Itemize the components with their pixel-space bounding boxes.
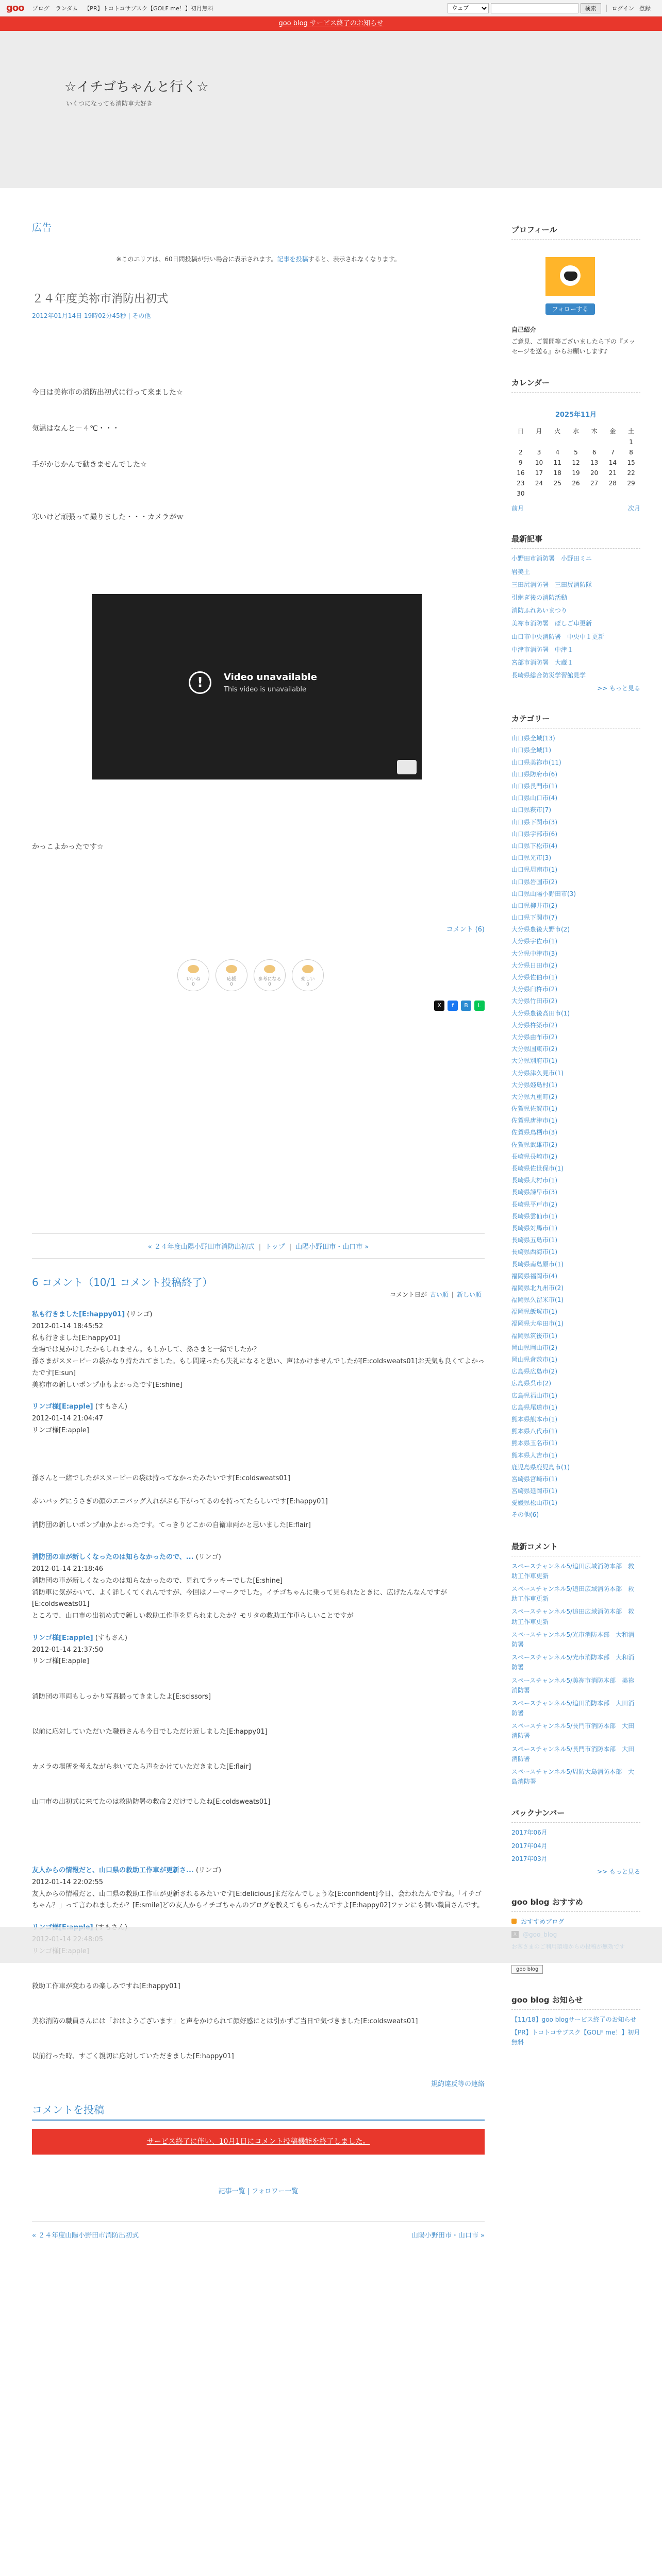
calendar-day: 12 xyxy=(572,459,580,467)
ad-note-suffix: すると、表示されなくなります。 xyxy=(308,256,401,263)
comment-line: 以前行った時、すごく親切に応対していただきました[E:happy01] xyxy=(32,2053,234,2061)
recent-heading: 最新記事 xyxy=(511,533,640,549)
comment-spacer xyxy=(32,1437,485,1473)
category-heading: カテゴリー xyxy=(511,713,640,728)
comment-date: 2012-01-14 21:18:46 xyxy=(32,1565,104,1573)
backnumber-list xyxy=(511,1828,640,1864)
category-link[interactable]: 大分県竹田市(2) xyxy=(511,997,557,1005)
recent-comment-link[interactable]: スペースチャンネル5/光市消防本部 大和消防署 xyxy=(511,1654,635,1671)
category-link[interactable]: 佐賀県鳥栖市(3) xyxy=(511,1129,557,1137)
comment-date: 2012-01-14 21:37:50 xyxy=(32,1646,104,1654)
reaction-cheer-button[interactable] xyxy=(216,959,247,991)
reaction-count: 0 xyxy=(268,982,271,987)
reaction-fun-button[interactable] xyxy=(292,959,324,991)
calendar-dow: 木 xyxy=(591,428,598,435)
comment-item xyxy=(32,1401,485,1531)
category-link[interactable]: 熊本県熊本市(1) xyxy=(511,1415,557,1423)
calendar-day xyxy=(530,437,549,447)
warning-icon: ! xyxy=(189,671,211,694)
category-link[interactable]: 大分県日田市(2) xyxy=(511,961,557,969)
goo-news-heading: goo blog お知らせ xyxy=(511,1994,640,2010)
category-link[interactable]: 福岡県久留米市(1) xyxy=(511,1296,564,1304)
calendar-week xyxy=(511,457,640,468)
calendar-heading: カレンダー xyxy=(511,377,640,393)
nav-divider: | xyxy=(258,1243,261,1251)
youtube-icon[interactable] xyxy=(397,760,417,774)
calendar-day: 4 xyxy=(555,449,560,456)
calendar-day: 28 xyxy=(608,480,617,487)
recent-comment-link[interactable]: スペースチャンネル5/追田広域消防本部 救助工作車更新 xyxy=(511,1585,635,1603)
facebook-share-icon[interactable]: f xyxy=(448,1001,458,1011)
category-link[interactable]: 佐賀県佐賀市(1) xyxy=(511,1105,557,1113)
calendar-day xyxy=(548,488,567,499)
calendar-day: 29 xyxy=(627,480,635,487)
category-link[interactable]: 鹿児島県鹿児島市(1) xyxy=(511,1463,570,1471)
main-bottom-spacer xyxy=(32,2240,485,2270)
calendar-day xyxy=(567,488,585,499)
bottom-next-link[interactable]: 山陽小野田市・山口市 » xyxy=(411,2232,485,2240)
category-link[interactable]: 熊本県玉名市(1) xyxy=(511,1439,557,1447)
comment-title[interactable]: リンゴ様[E:apple] xyxy=(32,1634,93,1642)
category-link[interactable]: 山口県周南市(1) xyxy=(511,866,557,874)
comment-author: (リンゴ) xyxy=(125,1311,153,1318)
calendar-dow: 土 xyxy=(628,428,635,435)
recent-entry-link[interactable]: 中津市消防署 中津１ xyxy=(511,646,574,653)
comment-item xyxy=(32,1552,485,1622)
blog-description: いくつになっても消防車大好き xyxy=(66,100,153,107)
service-end-notice xyxy=(0,16,662,31)
entry-category-link[interactable]: その他 xyxy=(132,312,151,319)
comment-title[interactable]: 消防団の車が新しくなったのは知らなかったので、... xyxy=(32,1553,194,1562)
video-unavailable-title: Video unavailable xyxy=(224,672,317,683)
calendar-day xyxy=(622,488,640,499)
category-link[interactable]: 大分県中津市(3) xyxy=(511,950,557,957)
recommend-blog-link[interactable]: おすすめブログ xyxy=(521,1918,565,1925)
category-link[interactable]: 長崎県西海市(1) xyxy=(511,1248,557,1256)
toolbar-divider xyxy=(606,5,607,12)
register-link[interactable]: 登録 xyxy=(639,5,651,12)
prev-entry-link[interactable]: « ２４年度山陽小野田市消防出初式 xyxy=(147,1243,255,1251)
search-scope-select[interactable] xyxy=(448,3,489,13)
backnumber-link[interactable]: 2017年03月 xyxy=(511,1855,548,1862)
comment-line: 救助工作車が変わるの楽しみですね[E:happy01] xyxy=(32,1982,180,1990)
comments-order: コメント日が 古い順 | 新しい順 xyxy=(389,1291,482,1298)
calendar-dow: 月 xyxy=(536,428,542,435)
calendar-day: 30 xyxy=(517,490,525,498)
hatena-share-icon[interactable]: B xyxy=(461,1001,471,1011)
comment-line: 美祢市の新しいポンプ車もよかったです[E:shine] xyxy=(32,1381,183,1389)
category-link[interactable]: 長崎県長崎市(2) xyxy=(511,1153,557,1160)
calendar-day: 7 xyxy=(610,449,615,456)
entry-paragraph: 今日は美祢市の消防出初式に行って来ました☆ xyxy=(32,388,183,397)
calendar-week xyxy=(511,468,640,478)
goo-logo[interactable]: goo xyxy=(6,3,24,13)
calendar-table xyxy=(511,425,640,499)
category-link[interactable]: 広島県尾道市(1) xyxy=(511,1403,557,1411)
comment-line: 私も行きました[E:happy01] xyxy=(32,1334,120,1342)
category-link[interactable]: 長崎県対馬市(1) xyxy=(511,1224,557,1232)
recent-entry-link[interactable]: 三田尻消防署 三田尻消防隊 xyxy=(511,581,592,588)
calendar-dow: 金 xyxy=(609,428,616,435)
sort-old-link[interactable]: 古い順 xyxy=(429,1291,449,1298)
calendar-day: 5 xyxy=(574,449,578,456)
recent-list xyxy=(511,554,640,681)
recommend-icon xyxy=(511,1919,517,1924)
comment-line: リンゴ様[E:apple] xyxy=(32,1657,89,1666)
nav-link-random[interactable]: ランダム xyxy=(55,5,78,12)
entry-paragraph: 寒いけど頑張って撮りました・・・カメラがｗ xyxy=(32,513,184,521)
sort-new-link[interactable]: 新しい順 xyxy=(456,1291,482,1298)
nav-divider: | xyxy=(289,1243,292,1251)
category-link[interactable]: 熊本県八代市(1) xyxy=(511,1428,557,1435)
recent-entry-link[interactable]: 引継ぎ後の消防活動 xyxy=(511,594,568,601)
calendar-day: 26 xyxy=(572,480,580,487)
category-link[interactable]: 宮崎県延岡市(1) xyxy=(511,1487,557,1495)
entry-paragraph: かっこよかったです☆ xyxy=(32,843,104,851)
comments-order-label: コメント日が xyxy=(389,1291,427,1298)
login-link[interactable]: ログイン xyxy=(611,5,634,12)
category-link[interactable]: 長崎県大村市(1) xyxy=(511,1177,557,1184)
entry-meta: 2012年01月14日 19時02分45秒 | その他 xyxy=(32,312,151,319)
calendar-dow-row xyxy=(511,425,640,437)
reaction-helpful-button[interactable] xyxy=(254,959,286,991)
category-link[interactable]: 山口県防府市(6) xyxy=(511,770,557,778)
entry-body xyxy=(32,387,485,852)
category-link[interactable]: 山口県長門市(1) xyxy=(511,783,557,790)
comment-line: リンゴ様[E:apple] xyxy=(32,1426,89,1434)
category-link[interactable]: 長崎県五島市(1) xyxy=(511,1236,557,1244)
comment-line: 以前に応対していただいた職員さんも今日でしただけ近しました[E:happy01] xyxy=(32,1727,268,1736)
comment-item xyxy=(32,1865,485,1912)
video-unavailable-subtitle: This video is unavailable xyxy=(224,686,307,693)
calendar-day: 10 xyxy=(535,459,543,467)
calendar-day: 1 xyxy=(629,438,633,446)
calendar-day: 13 xyxy=(590,459,599,467)
calendar-nav xyxy=(511,504,640,513)
recent-comment-link[interactable]: スペースチャンネル5/長門市消防本部 大田消防署 xyxy=(511,1722,635,1740)
service-end-link[interactable]: goo blog サービス終了のお知らせ xyxy=(278,20,384,27)
calendar-day: 20 xyxy=(590,469,599,477)
video-unavailable-message xyxy=(189,671,317,694)
category-link[interactable]: 山口県光市(3) xyxy=(511,854,551,862)
calendar-prev-link[interactable]: 前月 xyxy=(511,505,524,513)
comment-line: 消防団の車が新しくなったのは知らなかったので、見れてラッキーでした[E:shine] xyxy=(32,1577,283,1585)
ad-note xyxy=(32,255,485,263)
recent-comment-link[interactable]: スペースチャンネル5/光市消防本部 大和消防署 xyxy=(511,1631,635,1648)
recent-entry-link[interactable]: 消防ふれあいまつり xyxy=(511,607,568,615)
recent-entry-link[interactable]: 岩美土 xyxy=(511,568,531,575)
entry-date: 2012年01月14日 19時02分45秒 xyxy=(32,312,126,319)
backnumber-link[interactable]: 2017年06月 xyxy=(511,1829,548,1837)
top-toolbar xyxy=(0,0,662,16)
blog-header xyxy=(0,31,662,188)
calendar-day xyxy=(530,488,549,499)
line-share-icon[interactable]: L xyxy=(474,1001,485,1011)
entry-paragraph: 気温はなんと－４℃・・・ xyxy=(32,425,120,433)
post-entry-link[interactable]: 記事を投稿 xyxy=(277,256,308,263)
calendar-dow: 水 xyxy=(572,428,579,435)
category-link[interactable]: 熊本県人吉市(1) xyxy=(511,1451,557,1459)
category-link[interactable]: 長崎県平戸市(2) xyxy=(511,1200,557,1208)
recent-entry-link[interactable]: 小野田市消防署 小野田ミニ xyxy=(511,555,592,563)
category-link[interactable]: 福岡県筑後市(1) xyxy=(511,1332,557,1340)
category-link[interactable]: 佐賀県唐津市(1) xyxy=(511,1117,557,1125)
profile-intro-label: 自己紹介 xyxy=(511,326,537,333)
category-link[interactable]: 岡山県倉敷市(1) xyxy=(511,1356,557,1363)
comment-line: 山口市の出初式に来てたのは救助防署の救命２だけでしたね[E:coldsweats01] xyxy=(32,1798,271,1806)
x-share-icon[interactable]: X xyxy=(434,1001,444,1011)
category-link[interactable]: 大分県豊後高田市(1) xyxy=(511,1009,570,1017)
category-link[interactable]: 山口県山陽小野田市(3) xyxy=(511,890,576,897)
calendar-day xyxy=(604,488,622,499)
category-link[interactable]: 大分県臼杵市(2) xyxy=(511,986,557,993)
recent-more-link[interactable]: >> もっと見る xyxy=(597,685,640,692)
comment-line: ところで、山口市の出初め式で新しい救助工作車を見られましたか？モリタの救助工作車らしいことですが xyxy=(32,1612,354,1620)
comment-author: (すもさん) xyxy=(93,1403,127,1411)
category-link[interactable]: 福岡県大牟田市(1) xyxy=(511,1320,564,1328)
comment-author: (すもさん) xyxy=(93,1634,127,1642)
news-link[interactable]: 【PR】トコトコサブスク【GOLF me！】初月無料 xyxy=(511,2029,640,2046)
entry-navigation xyxy=(32,1233,485,1259)
entry-title[interactable]: ２４年度美祢市消防出初式 xyxy=(32,293,169,306)
comment-line: 孫さんと一緒でしたがスヌーピーの袋は持ってなかったみたいです[E:coldsweats01] xyxy=(32,1474,290,1482)
goo-blog-badge[interactable]: goo blog xyxy=(511,1965,543,1974)
calendar-week xyxy=(511,447,640,457)
category-link[interactable]: 大分県由布市(2) xyxy=(511,1033,557,1041)
news-link[interactable]: 【11/18】goo blogサービス終了のお知らせ xyxy=(511,2015,637,2023)
category-link[interactable]: 広島県福山市(1) xyxy=(511,1392,557,1399)
recent-comment-link[interactable]: スペースチャンネル5/長門市消防本部 大田消防署 xyxy=(511,1745,635,1762)
search-input[interactable] xyxy=(491,3,578,13)
comment-author: (リンゴ) xyxy=(193,1553,221,1562)
overlay-band xyxy=(0,1927,662,1963)
comment-line: 消防団の新しいポンプ車かよかったです。てっきりどこかの自衛車両かと思いました[E:flair] xyxy=(32,1521,311,1529)
calendar-day: 15 xyxy=(627,459,635,467)
calendar-day: 14 xyxy=(608,459,617,467)
comment-line: 美祢消防の職員さんには「おはようございます」と声をかけられて顔好感にとは引かずご当日で気づきました[E:coldsweats01] xyxy=(32,2018,418,2025)
calendar-day: 23 xyxy=(517,480,525,487)
recommend-blog-row[interactable] xyxy=(511,1917,640,1926)
comment-count-link[interactable]: コメント (6) xyxy=(446,926,485,934)
category-link[interactable]: 山口県全域(13) xyxy=(511,735,555,742)
calendar-day: 27 xyxy=(590,480,599,487)
category-link[interactable]: 山口県下松市(4) xyxy=(511,842,557,850)
calendar-title: 2025年11月 xyxy=(555,411,597,419)
calendar-day: 17 xyxy=(535,469,543,477)
recent-comments-heading: 最新コメント xyxy=(511,1541,640,1556)
calendar-week xyxy=(511,437,640,447)
recent-entry-link[interactable]: 長崎県総合防災学習館見学 xyxy=(511,672,586,680)
calendar-week xyxy=(511,488,640,499)
category-link[interactable]: 長崎県南島原市(1) xyxy=(511,1260,564,1268)
reaction-label: 参考になる xyxy=(258,977,282,982)
backnumber-more-link[interactable]: >> もっと見る xyxy=(597,1868,640,1875)
calendar-day xyxy=(585,488,604,499)
calendar-day: 8 xyxy=(629,449,633,456)
comment-date: 2012-01-14 21:04:47 xyxy=(32,1415,104,1422)
bottom-navigation xyxy=(32,2221,485,2240)
comment-closed-notice xyxy=(32,2129,485,2155)
next-entry-link[interactable]: 山陽小野田市・山口市 » xyxy=(295,1243,369,1251)
category-link[interactable]: 大分県津久見市(1) xyxy=(511,1069,564,1077)
category-link[interactable]: 山口県下関市(7) xyxy=(511,914,557,922)
calendar-day: 24 xyxy=(535,480,543,487)
reaction-like-button[interactable] xyxy=(177,959,209,991)
category-link[interactable]: 大分県宇佐市(1) xyxy=(511,938,557,945)
comment-line: 赤いバッグにうさぎの顔のエコバッグ入れがぶら下がってるのを持ってたらしいです[E:happy01] xyxy=(32,1498,328,1505)
calendar-day: 11 xyxy=(553,459,561,467)
reaction-label: 応援 xyxy=(226,977,236,982)
category-link[interactable]: 長崎県諫早市(3) xyxy=(511,1189,557,1196)
profile-avatar[interactable] xyxy=(545,257,595,296)
bottom-prev-link[interactable]: « ２４年度山陽小野田市消防出初式 xyxy=(32,2232,139,2240)
recent-entry-link[interactable]: 山口市中央消防署 中央中１更新 xyxy=(511,633,605,640)
follow-button[interactable]: フォローする xyxy=(545,303,595,315)
recent-comment-link[interactable]: スペースチャンネル5/追田広域消防本部 救助工作車更新 xyxy=(511,1562,635,1580)
reaction-count: 0 xyxy=(192,982,195,987)
category-list xyxy=(511,734,640,1520)
category-link[interactable]: その他(6) xyxy=(511,1511,539,1519)
category-link[interactable]: 大分県国東市(2) xyxy=(511,1045,557,1053)
search-button[interactable]: 検索 xyxy=(581,3,601,13)
calendar-next-link[interactable]: 次月 xyxy=(627,505,640,513)
ad-label: 広告 xyxy=(32,222,52,233)
comment-line: 友人からの情報だと、山口県の救助工作車が更新されるみたいです[E:delicious]まだなんでしょうな[E:confident]今日、会われたんですね。「イチゴちゃん？」って言われましたか？[E:smile]どの友人からイチゴちゃんのブログを教えてもらったんですよ[E:happy02]ファンにも個い職員さんです。 xyxy=(32,1890,484,1910)
comment-line: 孫さまがスヌーピーの袋かなり持たれてました。もし間違ったら失礼になると思い、声はかけませんでしたが[E:coldsweats01]お天気も良くてよかったです[E:sun] xyxy=(32,1358,485,1377)
category-link[interactable]: 愛媛県松山市(1) xyxy=(511,1499,557,1507)
comment-line: カメラの場所を考えながら歩いてたら声をかけていただきました[E:flair] xyxy=(32,1763,251,1771)
like-icon xyxy=(188,965,199,973)
reaction-label: 楽しい xyxy=(301,977,315,982)
entry-paragraph: 手がかじかんで動きませんでした☆ xyxy=(32,461,147,469)
comment-item xyxy=(32,1309,485,1391)
calendar-day: 9 xyxy=(519,459,523,467)
nav-link-blog[interactable]: ブログ xyxy=(32,5,49,12)
comment-line: 消防車に気がかいて、よく詳しくてくれんですが、今回はノーマークでした。イチゴちゃんに乗って見られたときに、広げたんなんですが[E:coldsweats01] xyxy=(32,1588,447,1608)
category-link[interactable]: 大分県別府市(1) xyxy=(511,1057,557,1065)
fire-truck-icon xyxy=(560,265,581,286)
comment-line: 消防団の車両もしっかり写真撮ってきましたよ[E:scissors] xyxy=(32,1692,211,1701)
category-link[interactable]: 大分県九重町(2) xyxy=(511,1093,557,1100)
category-link[interactable]: 山口県岩国市(2) xyxy=(511,878,557,886)
category-link[interactable]: 広島県呉市(2) xyxy=(511,1380,551,1387)
calendar-day: 3 xyxy=(537,449,541,456)
category-link[interactable]: 福岡県飯塚市(1) xyxy=(511,1308,557,1316)
share-buttons xyxy=(32,1001,485,1011)
comment-title[interactable]: 友人からの情報だと、山口県の救助工作車が更新さ... xyxy=(32,1867,194,1874)
category-link[interactable]: 長崎県雲仙市(1) xyxy=(511,1212,557,1220)
goo-recommend-heading: goo blog おすすめ xyxy=(511,1896,640,1912)
calendar-day: 2 xyxy=(519,449,523,456)
category-link[interactable]: 福岡県北九州市(2) xyxy=(511,1284,564,1292)
post-comment-heading: コメントを投稿 xyxy=(32,2102,485,2121)
calendar-day: 16 xyxy=(517,469,525,477)
profile-text: ご意見、ご質問等ございましたら下の『メッセージを送る』からお願いします♪ xyxy=(511,338,636,355)
comment-title[interactable]: 私も行きました[E:happy01] xyxy=(32,1311,125,1318)
reaction-label: いいね xyxy=(186,977,201,982)
category-link[interactable]: 宮崎県宮崎市(1) xyxy=(511,1475,557,1483)
calendar-dow: 火 xyxy=(554,428,561,435)
reaction-count: 0 xyxy=(306,982,309,987)
backnumber-heading: バックナンバー xyxy=(511,1807,640,1823)
recent-comment-link[interactable]: スペースチャンネル5/美祢市消防本部 美祢消防署 xyxy=(511,1676,635,1694)
profile-heading: プロフィール xyxy=(511,224,640,240)
calendar-day: 19 xyxy=(572,469,580,477)
comment-author: (リンゴ) xyxy=(193,1867,222,1874)
cheer-icon xyxy=(226,965,237,973)
calendar-day: 22 xyxy=(627,469,635,477)
category-link[interactable]: 大分県姫島村(1) xyxy=(511,1081,557,1089)
nav-link-pr[interactable]: 【PR】トコトコサブスク【GOLF me！】初月無料 xyxy=(84,5,213,12)
calendar-day xyxy=(548,437,567,447)
calendar-dow: 日 xyxy=(517,428,524,435)
entry-list-links[interactable]: 記事一覧 | フォロワー一覧 xyxy=(218,2188,299,2195)
recent-entry-link[interactable]: 美祢市消防署 ぼしご車更新 xyxy=(511,620,592,628)
comment-date: 2012-01-14 18:45:52 xyxy=(32,1322,104,1330)
calendar-day: 21 xyxy=(608,469,617,477)
recent-comments-list xyxy=(511,1562,640,1787)
category-link[interactable]: 山口県下関市(3) xyxy=(511,818,557,826)
category-link[interactable]: 山口県美祢市(11) xyxy=(511,758,561,766)
category-link[interactable]: 山口県柳井市(2) xyxy=(511,902,557,909)
comment-closed-link[interactable]: サービス終了に伴い、10月1日にコメント投稿機能を終了しました。 xyxy=(146,2138,370,2146)
comment-line: 全場では見かけしたかもしれません。もしかして、孫さまと一緒でしたか？ xyxy=(32,1346,260,1354)
comment-date: 2012-01-14 22:02:55 xyxy=(32,1878,104,1886)
calendar-day: 18 xyxy=(553,469,561,477)
calendar-day: 25 xyxy=(553,480,561,487)
calendar-day xyxy=(567,437,585,447)
fun-icon xyxy=(302,965,313,973)
comment-item xyxy=(32,1633,485,1808)
category-link[interactable]: 大分県豊後大野市(2) xyxy=(511,926,570,934)
category-link[interactable]: 岡山県岡山市(2) xyxy=(511,1344,557,1351)
reaction-count: 0 xyxy=(230,982,233,987)
reaction-buttons xyxy=(177,959,485,991)
category-link[interactable]: 大分県杵築市(2) xyxy=(511,1021,557,1029)
report-link[interactable]: 規約違反等の連絡 xyxy=(431,2080,485,2088)
category-link[interactable]: 佐賀県武雄市(2) xyxy=(511,1141,557,1148)
category-link[interactable]: 山口県全域(1) xyxy=(511,747,551,754)
recent-comment-link[interactable]: スペースチャンネル5/周防大島消防本部 大島消防署 xyxy=(511,1768,635,1786)
recent-comment-link[interactable]: スペースチャンネル5/追田広域消防本部 救助工作車更新 xyxy=(511,1608,635,1625)
helpful-icon xyxy=(264,965,275,973)
category-link[interactable]: 福岡県福岡市(4) xyxy=(511,1272,557,1280)
category-link[interactable]: 広島県広島市(2) xyxy=(511,1368,557,1376)
top-link[interactable]: トップ xyxy=(265,1243,285,1251)
embedded-video[interactable] xyxy=(92,594,422,779)
category-link[interactable]: 長崎県佐世保市(1) xyxy=(511,1165,564,1172)
calendar-day: 6 xyxy=(592,449,597,456)
ad-note-prefix: ※このエリアは、60日間投稿が無い場合に表示されます。 xyxy=(116,256,277,263)
comment-title[interactable]: リンゴ様[E:apple] xyxy=(32,1403,93,1411)
backnumber-link[interactable]: 2017年04月 xyxy=(511,1842,548,1850)
recent-entry-link[interactable]: 宮部市消防署 大蔵１ xyxy=(511,658,574,666)
category-link[interactable]: 山口県山口市(4) xyxy=(511,794,557,802)
calendar-day xyxy=(511,437,530,447)
blog-title[interactable]: ☆イチゴちゃんと行く☆ xyxy=(64,79,209,95)
category-link[interactable]: 山口県萩市(7) xyxy=(511,806,551,814)
news-list xyxy=(511,2015,640,2048)
calendar-day xyxy=(604,437,622,447)
calendar-week xyxy=(511,478,640,488)
category-link[interactable]: 大分県佐伯市(1) xyxy=(511,974,557,981)
comments-heading: 6 コメント（10/1 コメント投稿終了） xyxy=(32,1276,213,1289)
calendar-day xyxy=(585,437,604,447)
recent-comment-link[interactable]: スペースチャンネル5/追田消防本部 大田消防署 xyxy=(511,1699,635,1717)
category-link[interactable]: 山口県宇部市(6) xyxy=(511,830,557,838)
